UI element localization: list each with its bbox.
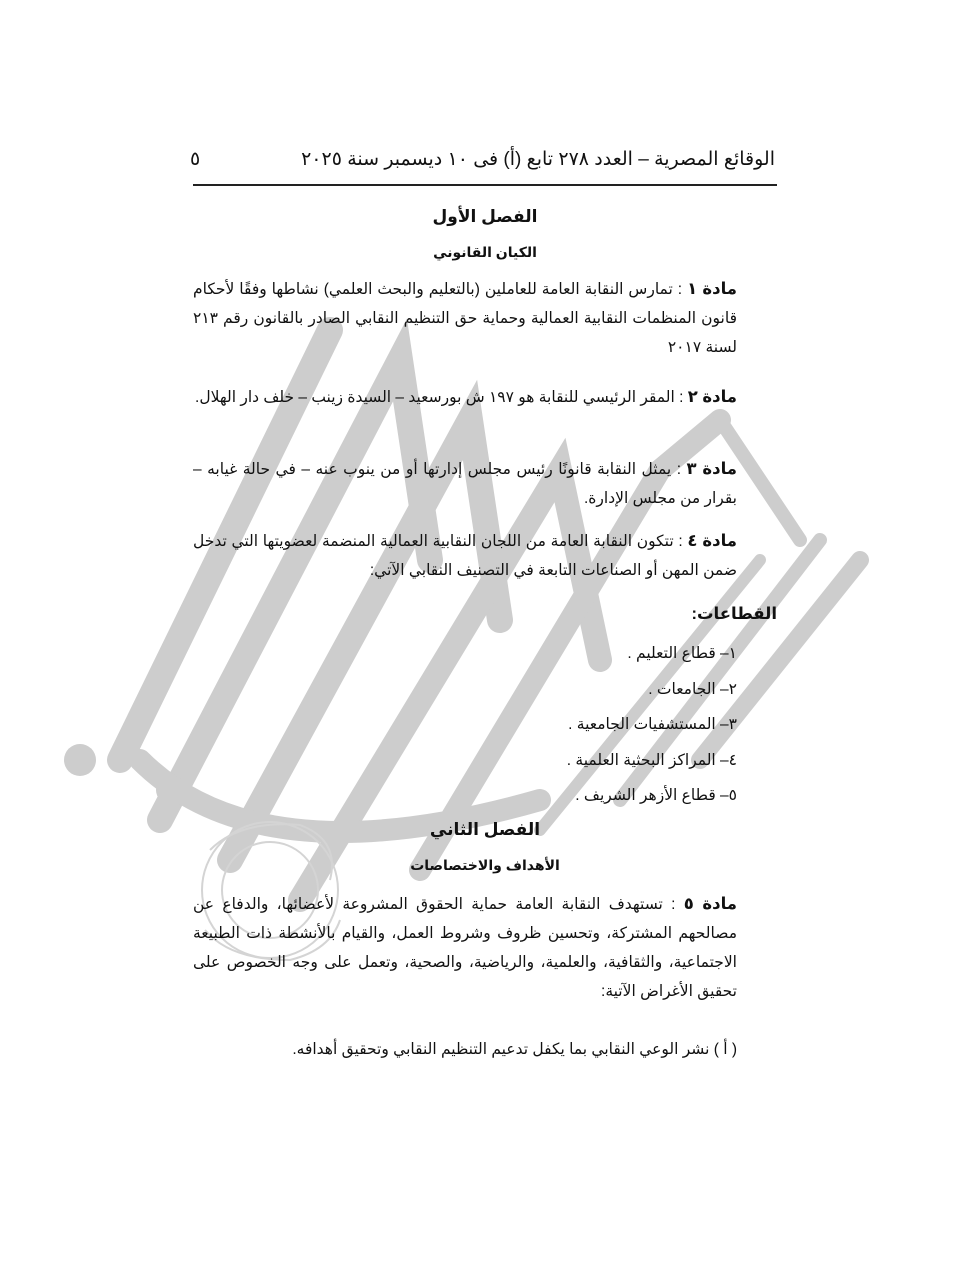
- sector-item: ٤– المراكز البحثية العلمية .: [566, 751, 737, 769]
- chapter-2-subtitle: الأهداف والاختصاصات: [410, 857, 560, 873]
- article-2-label: مادة ٢: [687, 388, 737, 406]
- chapter-2-title: الفصل الثاني: [429, 820, 541, 839]
- sector-item: ٢– الجامعات .: [648, 680, 737, 698]
- sector-item: ٣– المستشفيات الجامعية .: [568, 716, 737, 733]
- sectors-heading: القطاعات:: [691, 605, 777, 623]
- article-5: [193, 890, 777, 1006]
- article-1-text: : تمارس النقابة العامة للعاملين (بالتعليم والبحث العلمي) نشاطها وفقًا لأحكام قانون المنظمات النقابية العمالية وحماية حق التنظيم النقابي الصادر بالقانون رقم ٢١٣ لسنة ٢٠١٧: [193, 281, 737, 356]
- header-divider: [193, 184, 777, 186]
- article-4: [193, 527, 777, 585]
- header-publication: الوقائع المصرية – العدد ٢٧٨ تابع (أ) فى ١٠ ديسمبر سنة ٢٠٢٥: [301, 148, 775, 170]
- article-5-label: مادة ٥: [683, 895, 737, 913]
- article-2-text: : المقر الرئيسي للنقابة هو ١٩٧ ش بورسعيد – السيدة زينب – خلف دار الهلال.: [195, 389, 688, 406]
- page-header: [190, 142, 775, 176]
- article-4-label: مادة ٤: [687, 532, 737, 550]
- article-3-text: : يمثل النقابة قانونًا رئيس مجلس إدارتها أو من ينوب عنه – في حالة غيابه – بقرار من مجلس الإدارة.: [193, 461, 737, 507]
- sector-item: ٥– قطاع الأزهر الشريف .: [575, 787, 737, 804]
- page-number: ٥: [190, 148, 201, 170]
- article-3: [193, 455, 777, 513]
- article-1: [193, 275, 777, 362]
- article-4-text: : تتكون النقابة العامة من اللجان النقابية العمالية المنضمة لعضويتها التي تدخل ضمن المهن أو الصناعات التابعة في التصنيف النقابي الآتي:: [193, 533, 737, 579]
- article-3-label: مادة ٣: [686, 460, 737, 478]
- article-2: [193, 383, 777, 412]
- chapter-1-title: الفصل الأول: [432, 207, 538, 226]
- chapter-1-subtitle: الكيان القانوني: [433, 244, 537, 260]
- sectors-list: [193, 636, 737, 814]
- goal-item-a: ( أ ) نشر الوعي النقابي بما يكفل تدعيم التنظيم النقابي وتحقيق أهدافه.: [292, 1041, 737, 1058]
- article-1-label: مادة ١: [687, 280, 737, 298]
- article-5-text: : تستهدف النقابة العامة حماية الحقوق المشروعة لأعضائها، والدفاع عن مصالحهم المشتركة، وتحسين ظروف وشروط العمل، والقيام بالأنشطة ذات الطبيعة الاجتماعية، والثقافية، والعلمية، والرياضية، والصحية، وتعمل على وجه الخصوص على تحقيق الأغراض الآتية:: [193, 896, 737, 1000]
- sector-item: ١– قطاع التعليم .: [627, 645, 737, 662]
